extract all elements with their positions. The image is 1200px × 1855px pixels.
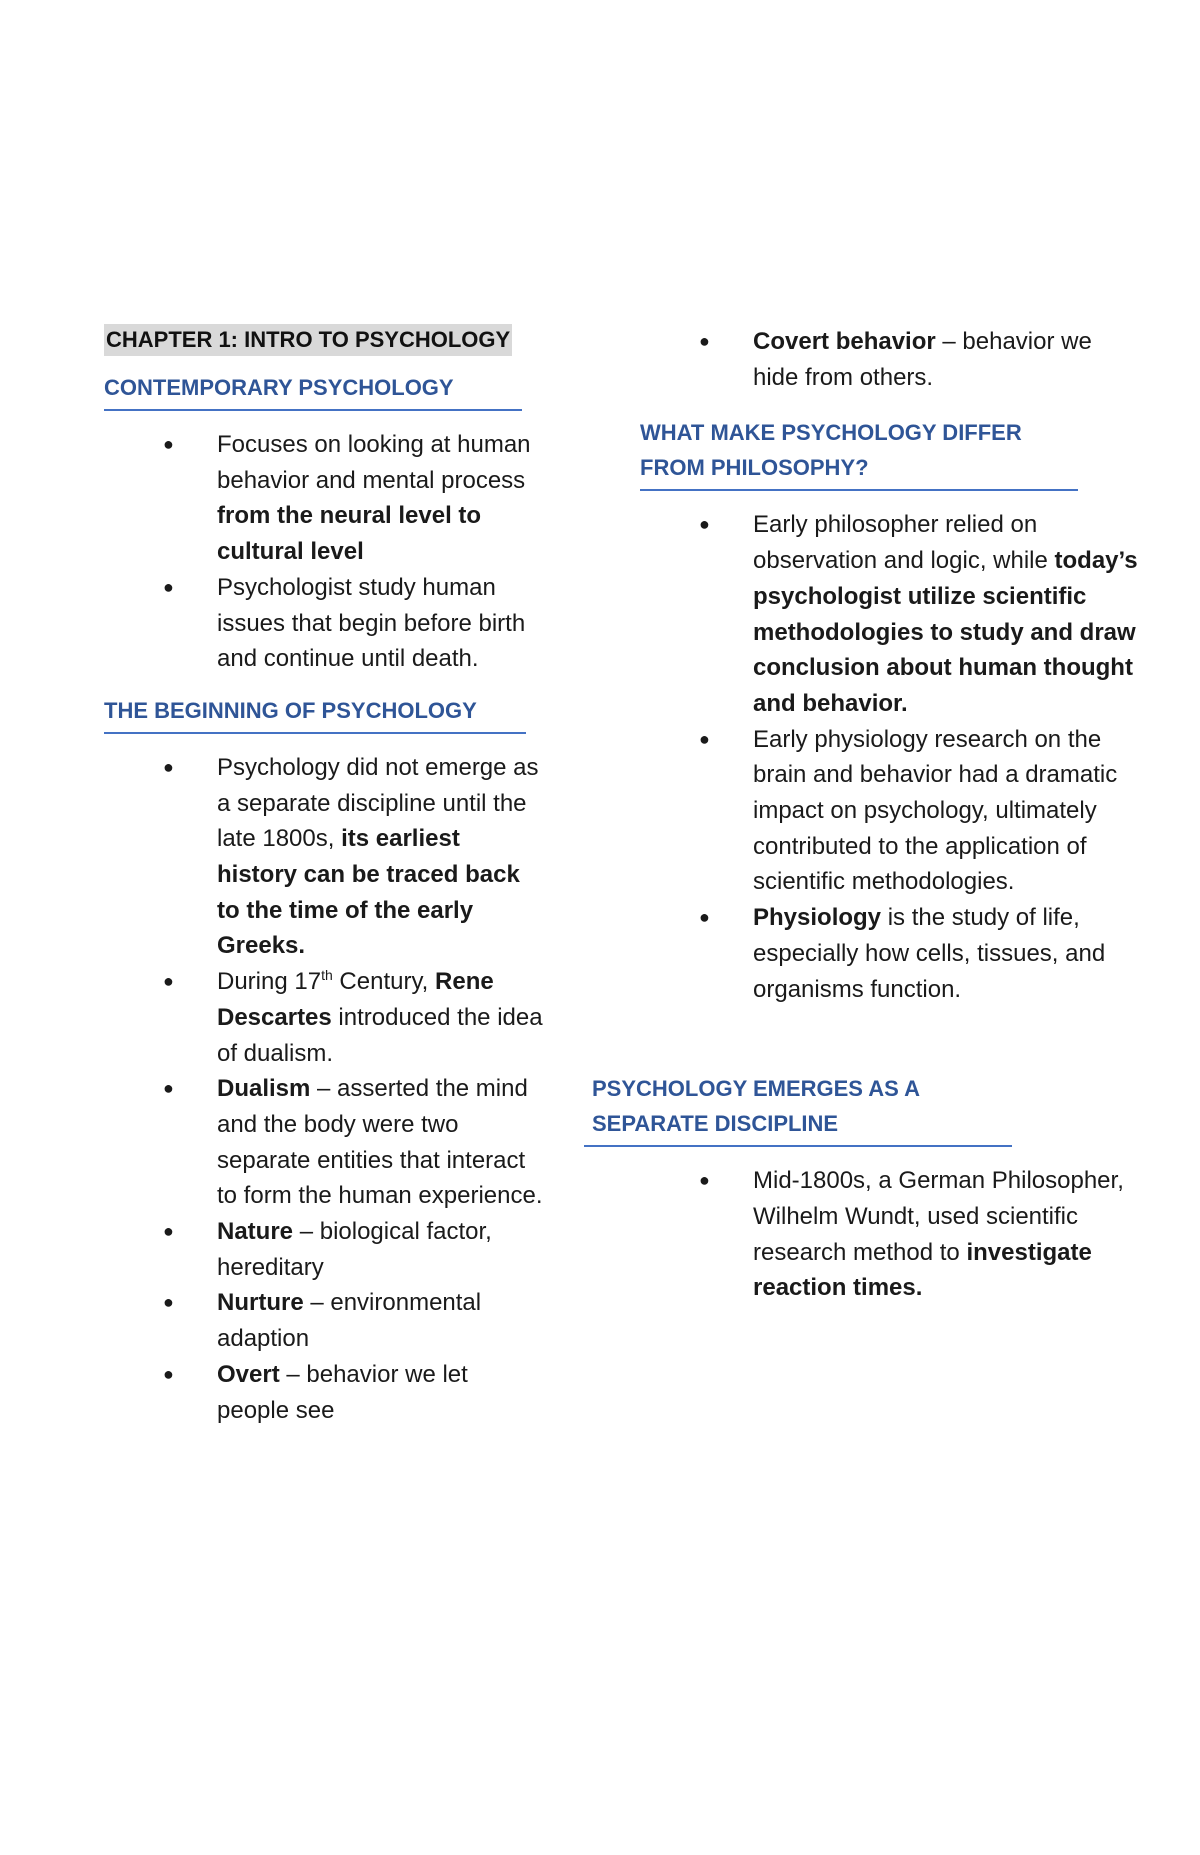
chapter-title: CHAPTER 1: INTRO TO PSYCHOLOGY — [104, 324, 512, 356]
list-item: ● Nurture – environmental adaption — [104, 1285, 544, 1356]
bullet-icon: ● — [163, 576, 174, 597]
section-heading-philosophy: WHAT MAKE PSYCHOLOGY DIFFER FROM PHILOSOPHY? — [640, 415, 1078, 491]
left-column — [104, 324, 544, 1444]
bullet-icon: ● — [163, 1078, 174, 1099]
list-item: ● Covert behavior – behavior we hide from others. — [640, 324, 1140, 395]
bullet-icon: ● — [163, 1363, 174, 1384]
bullet-list-emerges — [640, 1163, 1140, 1306]
list-item: ● Mid-1800s, a German Philosopher, Wilhelm Wundt, used scientific research method to investigate reaction times. — [640, 1163, 1140, 1306]
list-item: ● Physiology is the study of life, especially how cells, tissues, and organisms function. — [640, 900, 1140, 1007]
bullet-icon: ● — [699, 728, 710, 749]
bullet-icon: ● — [699, 907, 710, 928]
bullet-list-contemporary — [104, 427, 544, 677]
section-heading-beginning: THE BEGINNING OF PSYCHOLOGY — [104, 693, 526, 734]
list-item: ● Nature – biological factor, hereditary — [104, 1214, 544, 1285]
list-item: ● Focuses on looking at human behavior and mental process from the neural level to cultural level — [104, 427, 544, 570]
list-item: ● During 17th Century, Rene Descartes introduced the idea of dualism. — [104, 964, 544, 1071]
bullet-icon: ● — [163, 756, 174, 777]
bullet-icon: ● — [163, 434, 174, 454]
bullet-icon: ● — [163, 1221, 174, 1242]
list-item: ● Psychology did not emerge as a separate discipline until the late 1800s, its earliest history can be traced back to the time of the early Greeks. — [104, 750, 544, 964]
list-item: ● Psychologist study human issues that begin before birth and continue until death. — [104, 570, 544, 677]
bullet-icon: ● — [699, 331, 710, 351]
bullet-icon: ● — [163, 971, 174, 992]
section-heading-contemporary: CONTEMPORARY PSYCHOLOGY — [104, 370, 522, 411]
right-column — [592, 324, 1140, 1322]
section-heading-emerges: PSYCHOLOGY EMERGES AS A SEPARATE DISCIPLINE — [584, 1071, 1012, 1147]
list-item: ● Overt – behavior we let people see — [104, 1357, 544, 1428]
bullet-list-covert — [640, 324, 1140, 395]
bullet-list-philosophy — [640, 507, 1140, 1007]
bullet-icon: ● — [699, 1170, 710, 1191]
bullet-icon: ● — [699, 514, 710, 535]
bullet-icon: ● — [163, 1292, 174, 1313]
list-item: ● Early physiology research on the brain and behavior had a dramatic impact on psychology, ultimately contributed to the application of scientific methodologies. — [640, 722, 1140, 901]
list-item: ● Dualism – asserted the mind and the body were two separate entities that interact to form the human experience. — [104, 1071, 544, 1214]
bullet-list-beginning — [104, 750, 544, 1428]
list-item: ● Early philosopher relied on observation and logic, while today’s psychologist utilize scientific methodologies to study and draw conclusion about human thought and behavior. — [640, 507, 1140, 721]
